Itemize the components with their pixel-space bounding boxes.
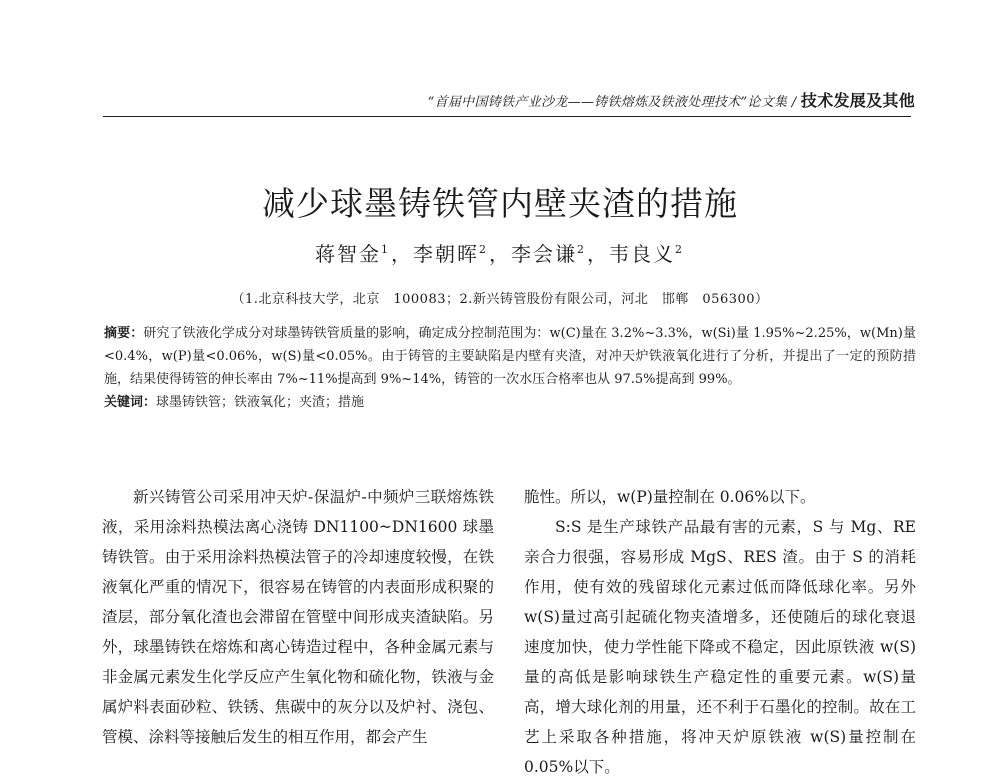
running-header (100, 88, 915, 111)
abstract-block (104, 322, 916, 414)
body-paragraph: 脆性。所以，w(P)量控制在 0.06%以下。 (524, 488, 816, 506)
affiliation: （1.北京科技大学，北京 100083；2.新兴铸管股份有限公司，河北 邯郸 056300） (231, 292, 769, 307)
header-separator: / (787, 95, 801, 110)
keywords-label: 关键词： (104, 395, 157, 410)
body-paragraph: S:S 是生产球铁产品最有害的元素，S 与 Mg、RE 亲合力很强，容易形成 MgS、RES 渣。由于 S 的消耗作用，使有效的残留球化元素过低而降低球化率。另外 w(S)量过高引起硫化物夹渣增多，还使随后的球化衰退速度加快，使力学性能下降或不稳定，因此原铁液 w(S)量的高低是影响球铁生产稳定性的重要元素。w(S)量高，增大球化剂的用量，还不利于石墨化的控制。故在工艺上采取各种措施，将冲天炉原铁液 w(S)量控制在 0.05%以下。 (524, 518, 916, 776)
author: 蒋智金$^1$ (315, 242, 390, 266)
header-series: “首届中国铸铁产业沙龙——铸铁熔炼及铁液处理技术”论文集 (427, 95, 788, 110)
author-list: 蒋智金$^1$，李朝晖$^2$，李会谦$^2$，韦良义$^2$ (315, 242, 684, 266)
abstract (104, 322, 916, 391)
abstract-text: 研究了铁液化学成分对球墨铸铁管质量的影响，确定成分控制范围为：w(C)量在 3.2%~3.3%，w(Si)量 1.95%~2.25%，w(Mn)量<0.4%，w(P)量<0.06%，w(S)量<0.05%。由于铸管的主要缺陷是内壁有夹渣，对冲天炉铁液氧化进行了分析，并提出了一定的预防措施，结果使得铸管的伸长率由 7%~11%提高到 9%~14%，铸管的一次水压合格率也从 97.5%提高到 99%。 (104, 326, 916, 387)
body-paragraph: 新兴铸管公司采用冲天炉-保温炉-中频炉三联熔炼铁液，采用涂料热模法离心浇铸 DN1100~DN1600 球墨铸铁管。由于采用涂料热模法管子的冷却速度较慢，在铁液氧化严重的情况下，很容易在铸管的内表面形成积聚的渣层，部分氧化渣也会滞留在管壁中间形成夹渣缺陷。另外，球墨铸铁在熔炼和离心铸造过程中，各种金属元素与非金属元素发生化学反应产生氧化物和硫化物，铁液与金属炉料表面砂粒、铁锈、焦碳中的灰分以及炉衬、浇包、管模、涂料等接触后发生的相互作用，都会产生 (102, 488, 494, 746)
body-column-left (102, 482, 494, 752)
keywords-text: 球墨铸铁管；铁液氧化；夹渣；措施 (156, 395, 365, 410)
abstract-label: 摘要： (104, 326, 144, 341)
author: 李朝晖$^2$ (413, 242, 488, 266)
author: 李会谦$^2$ (511, 242, 586, 266)
body-column-right (524, 482, 916, 782)
author: 韦良义$^2$ (609, 242, 684, 266)
keywords (104, 391, 916, 414)
header-section: 技术发展及其他 (800, 91, 915, 110)
paper-title: 减少球墨铸铁管内壁夹渣的措施 (262, 184, 738, 223)
header-rule (103, 116, 911, 117)
